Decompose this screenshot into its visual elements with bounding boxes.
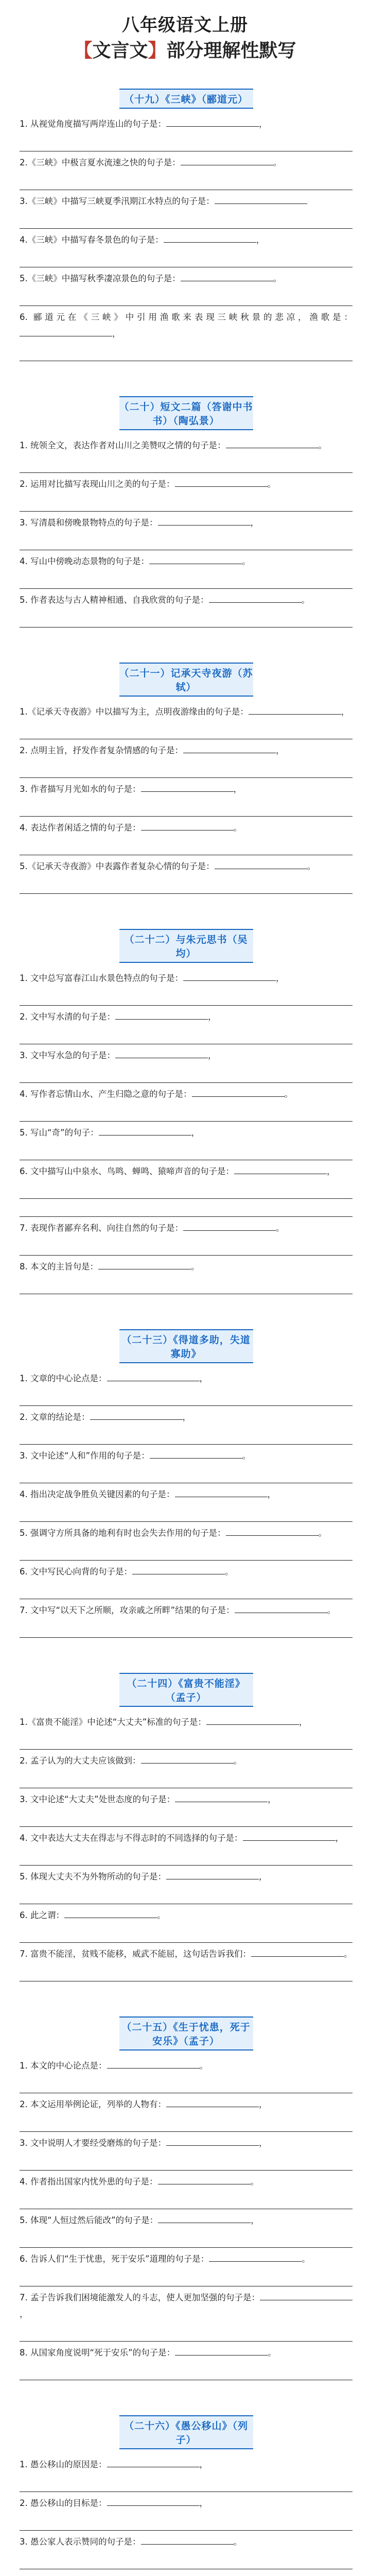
question-item bbox=[20, 2212, 353, 2229]
answer-blank[interactable] bbox=[132, 1564, 225, 1574]
question-tail: ， bbox=[276, 973, 285, 983]
answer-blank[interactable] bbox=[166, 1869, 259, 1879]
answer-line[interactable] bbox=[20, 1584, 353, 1599]
answer-blank[interactable] bbox=[235, 1602, 327, 1613]
question-tail: ， bbox=[298, 1717, 308, 1727]
question-item bbox=[20, 2096, 353, 2113]
question-text: 1. 文中总写富春江山水景色特点的句子是： bbox=[20, 973, 183, 983]
question-tail: ， bbox=[268, 1794, 276, 1804]
question-item bbox=[20, 116, 353, 132]
question-item bbox=[20, 1525, 353, 1541]
question-text: 6. 文中写民心向背的句子是： bbox=[20, 1567, 132, 1577]
answer-line[interactable] bbox=[20, 2365, 353, 2380]
question-text: 2. 运用对比描写表现山川之美的句子是： bbox=[20, 479, 175, 489]
answer-line[interactable] bbox=[20, 2078, 353, 2093]
section-heading: （二十）短文二篇（答谢中书书）（陶弘景） bbox=[119, 396, 253, 430]
answer-line[interactable] bbox=[20, 2233, 353, 2248]
answer-blank[interactable] bbox=[99, 1125, 191, 1136]
question-text: 4. 表达作者闲适之情的句子是： bbox=[20, 823, 141, 833]
answer-line[interactable] bbox=[20, 214, 353, 229]
question-item bbox=[20, 1714, 353, 1731]
question-tail: 。 bbox=[284, 1089, 293, 1099]
question-tail: 。 bbox=[301, 595, 310, 605]
question-item bbox=[20, 155, 353, 171]
question-text: 4.《三峡》中描写春冬景色的句子是： bbox=[20, 235, 164, 245]
answer-blank[interactable] bbox=[141, 820, 234, 831]
answer-line[interactable] bbox=[20, 1430, 353, 1445]
answer-line[interactable] bbox=[20, 1507, 353, 1522]
question-item bbox=[20, 1086, 353, 1103]
answer-line[interactable] bbox=[20, 1184, 353, 1199]
question-tail: ， bbox=[199, 2460, 208, 2469]
answer-blank[interactable] bbox=[149, 553, 242, 564]
question-tail: ， bbox=[335, 1833, 344, 1843]
answer-blank[interactable] bbox=[107, 2058, 200, 2069]
question-text: 7. 文中写“以天下之所顺，攻亲戚之所畔”结果的句子是： bbox=[20, 1605, 235, 1615]
question-item bbox=[20, 309, 353, 342]
answer-line[interactable] bbox=[20, 1391, 353, 1406]
question-item bbox=[20, 515, 353, 531]
question-tail: 。 bbox=[242, 556, 251, 566]
question-tail: ， bbox=[20, 2309, 28, 2319]
question-text: 4. 文中表达大丈夫在得志与不得志时的不同选择的句子是： bbox=[20, 1833, 243, 1843]
answer-line[interactable] bbox=[20, 458, 353, 473]
question-text: 6. 文中描写山中泉水、鸟鸣、蝉鸣、猿啼声音的句子是： bbox=[20, 1166, 234, 1176]
question-item bbox=[20, 2251, 353, 2267]
question-item bbox=[20, 742, 353, 759]
question-text: 2. 文中写水清的句子是： bbox=[20, 1012, 115, 1022]
answer-line[interactable] bbox=[20, 1279, 353, 1294]
answer-blank[interactable] bbox=[164, 232, 256, 243]
question-item bbox=[20, 1907, 353, 1924]
question-text: 1. 文章的中心论点是： bbox=[20, 1374, 107, 1383]
section-spacer bbox=[20, 1297, 353, 1318]
answer-line[interactable] bbox=[20, 1773, 353, 1788]
question-item bbox=[20, 1125, 353, 1141]
answer-line[interactable] bbox=[20, 1546, 353, 1561]
answer-blank[interactable] bbox=[234, 1163, 327, 1174]
question-item bbox=[20, 232, 353, 248]
section-heading: （十九）《三峡》（郦道元） bbox=[119, 89, 253, 109]
answer-line[interactable] bbox=[20, 2327, 353, 2342]
question-item bbox=[20, 1564, 353, 1580]
answer-line[interactable] bbox=[20, 535, 353, 550]
page-subtitle bbox=[0, 37, 370, 65]
page-title: 八年级语文上册 bbox=[122, 15, 248, 36]
answer-line[interactable] bbox=[20, 2117, 353, 2132]
answer-line[interactable] bbox=[20, 497, 353, 512]
question-text: 4. 写山中傍晚动态景物的句子是： bbox=[20, 556, 149, 566]
question-item bbox=[20, 1486, 353, 1503]
section-heading: （二十四）《富贵不能淫》（孟子） bbox=[119, 1673, 253, 1707]
question-tail: 。 bbox=[302, 2254, 310, 2264]
answer-line[interactable] bbox=[20, 2554, 353, 2569]
answer-line[interactable] bbox=[20, 1967, 353, 1981]
answer-blank[interactable] bbox=[215, 193, 307, 204]
answer-line[interactable] bbox=[20, 879, 353, 894]
section-spacer bbox=[20, 897, 353, 918]
question-text: 5.《记承天寺夜游》中表露作者复杂心情的句子是： bbox=[20, 861, 215, 871]
question-text: 5.《三峡》中描写秋季凄凉景色的句子是： bbox=[20, 274, 181, 283]
answer-blank[interactable] bbox=[166, 2135, 259, 2146]
answer-blank[interactable] bbox=[209, 2251, 302, 2262]
question-tail: ， bbox=[341, 707, 350, 717]
answer-blank[interactable] bbox=[107, 2495, 200, 2506]
question-tail: 。 bbox=[276, 1223, 285, 1233]
answer-blank[interactable] bbox=[183, 2572, 276, 2576]
question-text: 4. 作者指出国家内忧外患的句子是： bbox=[20, 2177, 158, 2187]
question-item bbox=[20, 1047, 353, 1064]
section-heading: （二十一）记承天寺夜游（苏轼） bbox=[119, 663, 253, 697]
question-tail: 。 bbox=[273, 158, 282, 167]
answer-line[interactable] bbox=[20, 1928, 353, 1943]
question-tail: 。 bbox=[268, 2348, 276, 2358]
answer-line[interactable] bbox=[20, 840, 353, 855]
section-spacer bbox=[20, 2383, 353, 2404]
question-tail: ， bbox=[250, 518, 259, 528]
section-heading: （二十五）《生于忧患，死于安乐》（孟子） bbox=[119, 2016, 253, 2050]
question-text: 6. 此之谓： bbox=[20, 1910, 64, 1920]
answer-blank[interactable] bbox=[183, 1220, 276, 1231]
answer-line[interactable] bbox=[20, 2272, 353, 2286]
question-tail: ， bbox=[233, 784, 242, 794]
question-text: 2.《三峡》中极言夏水流速之快的句子是： bbox=[20, 158, 181, 167]
question-tail: ， bbox=[259, 1872, 268, 1882]
question-item bbox=[20, 2534, 353, 2550]
question-text: 5. 强调守方所具备的地利有时也会失去作用的句子是： bbox=[20, 1528, 226, 1538]
answer-line[interactable] bbox=[20, 574, 353, 589]
answer-blank[interactable] bbox=[107, 2456, 200, 2467]
answer-blank[interactable] bbox=[115, 1047, 208, 1058]
answer-line[interactable] bbox=[20, 2194, 353, 2209]
answer-line[interactable] bbox=[20, 252, 353, 267]
question-text: 5. 写山“奇”的句子： bbox=[20, 1128, 99, 1138]
question-text: 1.《记承天寺夜游》中以描写为主，点明夜游缘由的句子是： bbox=[20, 707, 249, 717]
answer-line[interactable] bbox=[20, 2477, 353, 2492]
question-tail: 。 bbox=[199, 2061, 208, 2071]
question-item bbox=[20, 970, 353, 987]
answer-line[interactable] bbox=[20, 2156, 353, 2171]
answer-blank[interactable] bbox=[115, 1009, 208, 1020]
question-item bbox=[20, 1009, 353, 1025]
answer-line[interactable] bbox=[20, 1889, 353, 1904]
question-item bbox=[20, 1259, 353, 1275]
question-tail: 。 bbox=[225, 1567, 234, 1577]
question-text: 4. 指出决定战争胜负关键因素的句子是： bbox=[20, 1489, 175, 1499]
question-item bbox=[20, 1791, 353, 1808]
question-text: 5. 体现“人恒过然后能改”的句子是： bbox=[20, 2215, 158, 2225]
question-item bbox=[20, 1830, 353, 1846]
question-text: 7. 孟子告诉我们困境能激发人的斗志，使人更加坚强的句子是： bbox=[20, 2293, 260, 2302]
answer-blank[interactable] bbox=[192, 1086, 285, 1097]
question-tail: 。 bbox=[233, 2537, 242, 2547]
question-tail: ， bbox=[191, 1128, 200, 1138]
answer-blank[interactable] bbox=[141, 781, 234, 792]
question-item bbox=[20, 2174, 353, 2190]
answer-blank[interactable] bbox=[20, 326, 112, 336]
question-text: 5. 作者表达与古人精神相通、自我欣赏的句子是： bbox=[20, 595, 209, 605]
answer-line[interactable] bbox=[20, 1107, 353, 1122]
question-tail: ， bbox=[208, 1012, 217, 1022]
answer-blank[interactable] bbox=[243, 1830, 336, 1841]
question-text: 1. 统领全文，表达作者对山川之美赞叹之情的句子是： bbox=[20, 440, 226, 450]
question-item bbox=[20, 476, 353, 493]
question-item bbox=[20, 193, 353, 210]
question-tail: ， bbox=[199, 1374, 208, 1383]
answer-line[interactable] bbox=[20, 991, 353, 1006]
section-heading: （二十六）《愚公移山》（列子） bbox=[119, 2415, 253, 2449]
section-spacer bbox=[20, 1641, 353, 1662]
question-text: 7. 表现作者鄙弃名利、向往自然的句子是： bbox=[20, 1223, 183, 1233]
question-item bbox=[20, 437, 353, 454]
question-item bbox=[20, 553, 353, 570]
title-block bbox=[0, 0, 370, 65]
question-tail: 。 bbox=[267, 479, 276, 489]
answer-blank[interactable] bbox=[98, 1259, 191, 1269]
question-text: 3. 文中论述“人和”作用的句子是： bbox=[20, 1451, 150, 1461]
question-tail: ， bbox=[251, 2215, 259, 2225]
question-list bbox=[20, 77, 353, 2576]
answer-line[interactable] bbox=[20, 175, 353, 190]
question-tail: 。 bbox=[250, 2177, 259, 2187]
answer-line[interactable] bbox=[20, 1029, 353, 1044]
question-text: 2. 点明主旨，抒发作者复杂情感的句子是： bbox=[20, 745, 183, 755]
question-tail: 。 bbox=[191, 1262, 200, 1272]
question-tail: ， bbox=[276, 745, 285, 755]
question-text: 6. 告诉人们“生于忧患，死于安乐”道理的句子是： bbox=[20, 2254, 209, 2264]
answer-blank[interactable] bbox=[181, 155, 273, 165]
answer-line[interactable] bbox=[20, 763, 353, 778]
question-item bbox=[20, 1753, 353, 1769]
answer-blank[interactable] bbox=[64, 1907, 157, 1918]
answer-blank[interactable] bbox=[158, 2212, 251, 2223]
question-item bbox=[20, 704, 353, 720]
question-text: 1. 本文的中心论点是： bbox=[20, 2061, 107, 2071]
answer-line[interactable] bbox=[20, 1468, 353, 1483]
answer-line[interactable] bbox=[20, 1623, 353, 1638]
answer-blank[interactable] bbox=[183, 970, 276, 981]
answer-line[interactable] bbox=[20, 613, 353, 628]
answer-blank[interactable] bbox=[206, 1714, 299, 1725]
question-text: 6. 郦道元在《三峡》中引用渔歌来表现三峡秋景的悲凉，渔歌是： bbox=[20, 312, 353, 322]
answer-blank[interactable] bbox=[175, 1791, 268, 1802]
question-tail: 。 bbox=[242, 1451, 251, 1461]
question-text: 3. 愚公家人表示赞同的句子是： bbox=[20, 2537, 141, 2547]
answer-blank[interactable] bbox=[175, 1486, 268, 1497]
section-spacer bbox=[20, 364, 353, 385]
question-item bbox=[20, 2495, 353, 2512]
question-item bbox=[20, 2290, 353, 2323]
answer-blank[interactable] bbox=[141, 2534, 234, 2545]
question-tail: 。 bbox=[318, 1528, 327, 1538]
answer-blank[interactable] bbox=[141, 1753, 234, 1764]
answer-blank[interactable] bbox=[215, 858, 307, 869]
question-tail: ， bbox=[182, 1412, 191, 1422]
question-item bbox=[20, 1409, 353, 1426]
answer-line[interactable] bbox=[20, 346, 353, 361]
question-item bbox=[20, 858, 353, 875]
question-tail: 。 bbox=[344, 1949, 353, 1959]
answer-line[interactable] bbox=[20, 1851, 353, 1866]
question-text: 3.《三峡》中描写三峡夏季汛期江水特点的句子是： bbox=[20, 196, 215, 206]
answer-line[interactable] bbox=[20, 1068, 353, 1083]
question-item bbox=[20, 1370, 353, 1387]
answer-blank[interactable] bbox=[158, 515, 251, 526]
question-item bbox=[20, 2058, 353, 2074]
question-text: 3. 写清晨和傍晚景物特点的句子是： bbox=[20, 518, 158, 528]
answer-line[interactable] bbox=[20, 1812, 353, 1827]
question-item bbox=[20, 1869, 353, 1885]
section-spacer bbox=[20, 1985, 353, 2005]
answer-blank[interactable] bbox=[260, 2290, 353, 2300]
question-item bbox=[20, 2456, 353, 2473]
answer-line[interactable] bbox=[20, 137, 353, 151]
question-text: 4. 写作者忘情山水、产生归隐之意的句子是： bbox=[20, 1089, 192, 1099]
question-item bbox=[20, 1448, 353, 1464]
subtitle-rest: 部分理解性默写 bbox=[166, 40, 296, 61]
question-tail: ， bbox=[256, 235, 265, 245]
question-tail: ， bbox=[208, 1050, 217, 1060]
question-item bbox=[20, 1163, 353, 1180]
answer-line[interactable] bbox=[20, 724, 353, 739]
answer-blank[interactable] bbox=[175, 476, 268, 487]
subtitle-bracket-left: 【 bbox=[74, 40, 93, 61]
subtitle-bracket-right: 】 bbox=[148, 40, 167, 61]
answer-line[interactable] bbox=[20, 1145, 353, 1160]
question-text: 3. 作者描写月光如水的句子是： bbox=[20, 784, 141, 794]
question-item bbox=[20, 820, 353, 836]
question-tail: 。 bbox=[318, 440, 327, 450]
question-item bbox=[20, 2572, 353, 2576]
question-tail: 。 bbox=[327, 1605, 336, 1615]
answer-line[interactable] bbox=[20, 802, 353, 817]
answer-line[interactable] bbox=[20, 1202, 353, 1217]
question-tail: 。 bbox=[307, 861, 316, 871]
section-spacer bbox=[20, 631, 353, 651]
question-text: 5. 体现大丈夫不为外物所动的句子是： bbox=[20, 1872, 166, 1882]
question-text: 7. 富贵不能淫，贫贱不能移，威武不能屈，这句话告诉我们： bbox=[20, 1949, 251, 1959]
question-text: 2. 本文运用举例论证，列举的人物有： bbox=[20, 2099, 166, 2109]
answer-blank[interactable] bbox=[226, 1525, 319, 1536]
question-tail: 。 bbox=[273, 274, 282, 283]
question-tail: ， bbox=[259, 2138, 268, 2148]
question-tail: ， bbox=[112, 329, 121, 338]
question-text: 1.《富贵不能淫》中论述“大丈夫”标准的句子是： bbox=[20, 1717, 206, 1727]
answer-line[interactable] bbox=[20, 2516, 353, 2531]
question-item bbox=[20, 1220, 353, 1236]
answer-blank[interactable] bbox=[209, 592, 302, 603]
question-item bbox=[20, 2345, 353, 2361]
question-item bbox=[20, 270, 353, 287]
answer-blank[interactable] bbox=[107, 1370, 200, 1381]
answer-blank[interactable] bbox=[226, 437, 319, 448]
question-text: 1. 从视觉角度描写两岸连山的句子是： bbox=[20, 119, 166, 129]
question-text: 8. 从国家角度说明“死于安乐”的句子是： bbox=[20, 2348, 175, 2358]
question-item bbox=[20, 1602, 353, 1619]
question-text: 3. 文中写水急的句子是： bbox=[20, 1050, 115, 1060]
answer-line[interactable] bbox=[20, 291, 353, 306]
answer-line[interactable] bbox=[20, 1735, 353, 1750]
question-item bbox=[20, 592, 353, 608]
answer-blank[interactable] bbox=[90, 1409, 183, 1420]
question-item bbox=[20, 2135, 353, 2151]
subtitle-main: 文言文 bbox=[92, 40, 148, 61]
answer-blank[interactable] bbox=[183, 742, 276, 753]
question-tail: 。 bbox=[233, 823, 242, 833]
question-tail: 。 bbox=[233, 1756, 242, 1766]
question-text: 2. 孟子认为的大丈夫应该做到： bbox=[20, 1756, 141, 1766]
question-tail: ， bbox=[267, 1489, 276, 1499]
answer-blank[interactable] bbox=[181, 270, 273, 281]
answer-line[interactable] bbox=[20, 1241, 353, 1256]
answer-blank[interactable] bbox=[251, 1946, 344, 1957]
answer-blank[interactable] bbox=[249, 704, 341, 715]
question-text: 8. 本文的主旨句是： bbox=[20, 1262, 98, 1272]
answer-blank[interactable] bbox=[166, 116, 259, 127]
question-text: 3. 文中论述“大丈夫”处世态度的句子是： bbox=[20, 1794, 175, 1804]
section-heading: （二十三）《得道多助，失道寡助》 bbox=[119, 1329, 253, 1363]
section-heading: （二十二）与朱元思书（吴均） bbox=[119, 929, 253, 963]
question-text: 2. 文章的结论是： bbox=[20, 1412, 90, 1422]
answer-blank[interactable] bbox=[158, 2174, 251, 2184]
answer-blank[interactable] bbox=[175, 2345, 268, 2355]
answer-blank[interactable] bbox=[150, 1448, 242, 1459]
question-item bbox=[20, 781, 353, 798]
question-text: 3. 文中说明人才要经受磨炼的句子是： bbox=[20, 2138, 166, 2148]
question-tail: ， bbox=[327, 1166, 336, 1176]
question-text: 1. 愚公移山的原因是： bbox=[20, 2460, 107, 2469]
question-item bbox=[20, 1946, 353, 1962]
question-tail: ， bbox=[259, 119, 268, 129]
question-tail: ， bbox=[199, 2498, 208, 2508]
answer-blank[interactable] bbox=[166, 2096, 259, 2107]
question-text: 2. 愚公移山的目标是： bbox=[20, 2498, 107, 2508]
question-tail: ， bbox=[259, 2099, 268, 2109]
question-tail: 。 bbox=[157, 1910, 166, 1920]
